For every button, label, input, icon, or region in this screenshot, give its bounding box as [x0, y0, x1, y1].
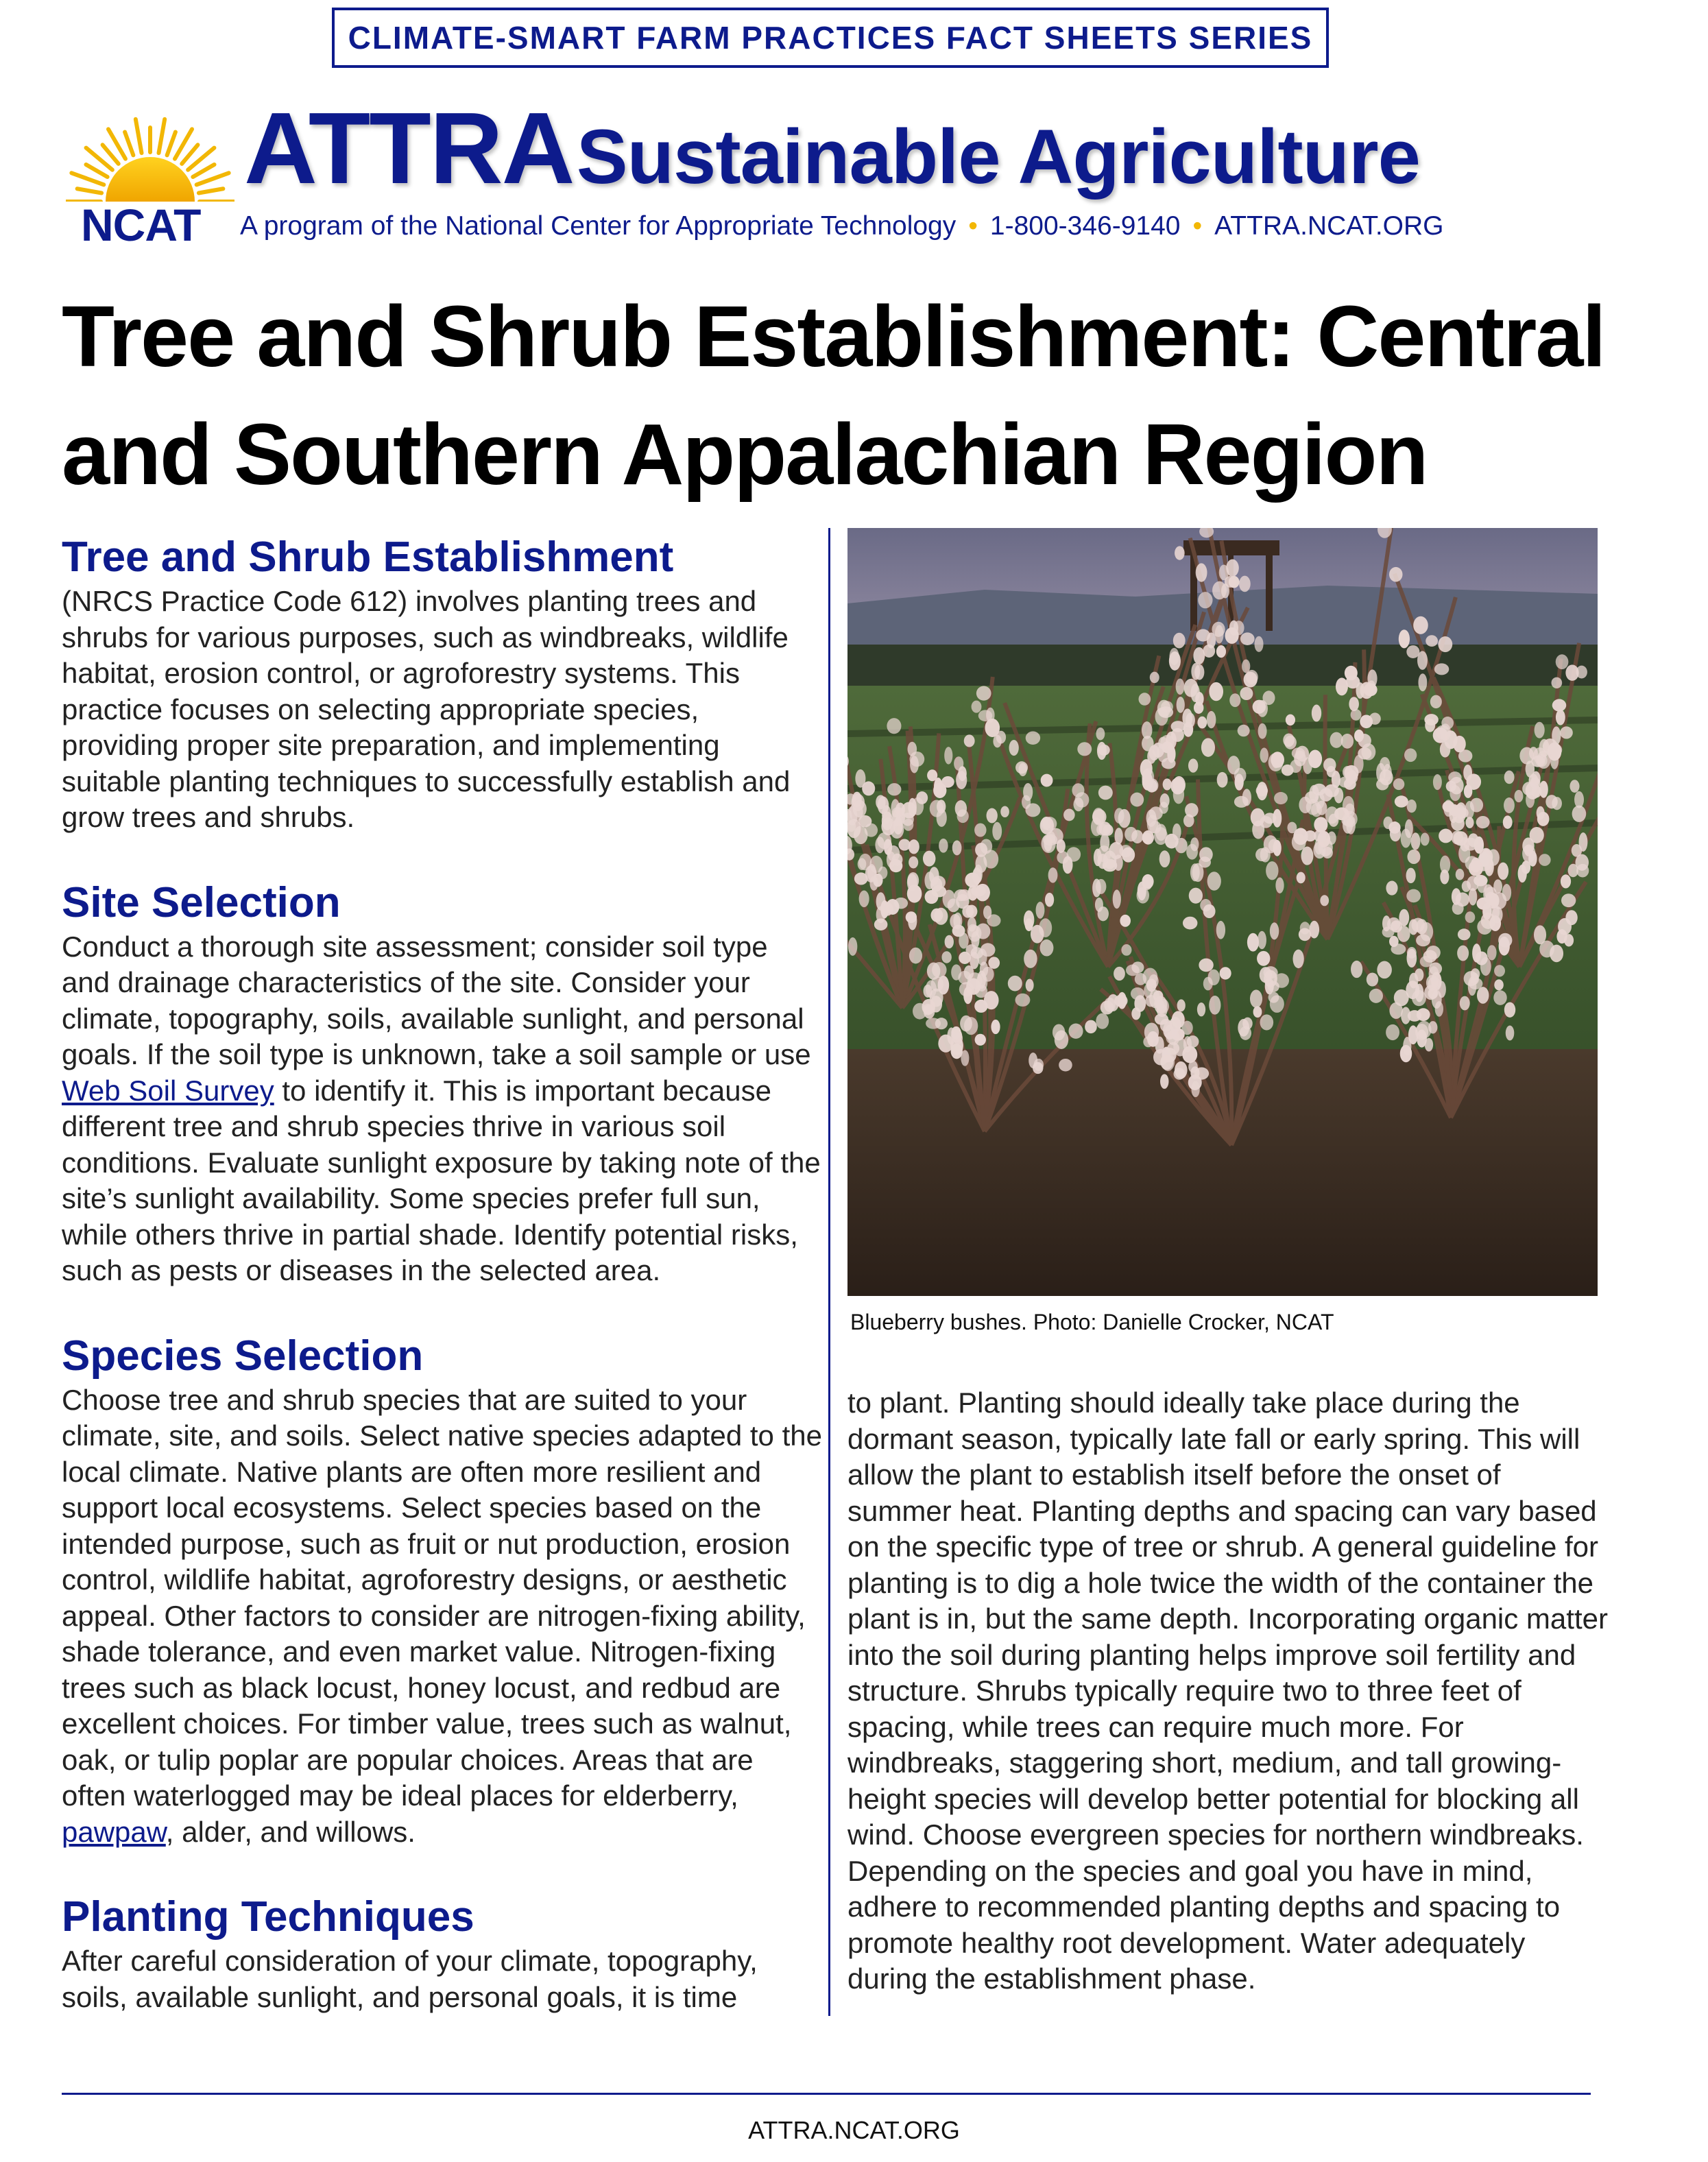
blueberry-photo: [847, 528, 1598, 1296]
photo-caption: Blueberry bushes. Photo: Danielle Crocker, NCAT: [850, 1310, 1334, 1334]
heading-site-selection: Site Selection: [62, 878, 341, 926]
tagline-program: A program of the National Center for Appropriate Technology: [240, 211, 957, 241]
footer-site: ATTRA.NCAT.ORG: [748, 2116, 960, 2144]
brand-title: [244, 91, 1420, 207]
web-soil-survey-link[interactable]: Web Soil Survey: [62, 1074, 274, 1107]
species-text-2: , alder, and willows.: [165, 1815, 416, 1848]
sun-logo-icon: [66, 106, 234, 202]
footer-divider: [62, 2093, 1591, 2095]
body-planting-left: After careful consideration of your climate, topography, soils, available sunlight, and personal goals, it is time: [62, 1945, 758, 2013]
tagline-site: ATTRA.NCAT.ORG: [1214, 211, 1444, 241]
blueberry-bushes-image: [847, 528, 1598, 1296]
heading-species-selection: Species Selection: [62, 1332, 424, 1380]
right-column: [847, 1385, 1609, 1997]
site-text-2: to identify it. This is important because different tree and shrub species thrive in various soil conditions. Evaluate sunlight exposure by taking note of the site’s sunlight availability. Some species prefer full sun, while others thrive in partial shade. Identify potential risks, such as pests or diseases in the selected area.: [62, 1074, 821, 1286]
brand-primary: ATTRA: [244, 92, 574, 205]
heading-planting-techniques: Planting Techniques: [62, 1893, 474, 1941]
pawpaw-link[interactable]: pawpaw: [62, 1815, 166, 1848]
ncat-logo-text: NCAT: [81, 200, 201, 250]
bullet-icon: •: [968, 211, 978, 241]
site-text-1: Conduct a thorough site assessment; consider soil type and drainage characteristics of the site. Consider your climate, topography, soils, available sunlight, and personal goals. If the soil type is unknown, take a soil sample or use: [62, 930, 811, 1070]
brand-secondary: Sustainable Agriculture: [576, 114, 1420, 200]
column-divider: [828, 528, 830, 2016]
left-column: [62, 531, 823, 2015]
bullet-icon: •: [1192, 211, 1203, 241]
heading-establishment: Tree and Shrub Establishment: [62, 533, 674, 581]
page-title: Tree and Shrub Establishment: Central and Southern Appalachian Region: [62, 288, 1605, 503]
series-label: CLIMATE-SMART FARM PRACTICES FACT SHEETS SERIES: [332, 8, 1329, 68]
species-text-1: Choose tree and shrub species that are suited to your climate, site, and soils. Select native species adapted to the local climate. Native plants are often more resilient and support local ecosystems. Select species based on the intended purpose, such as fruit or nut production, erosion control, wildlife habitat, agroforestry designs, or aesthetic appeal. Other factors to consider are nitrogen-fixing ability, shade tolerance, and even market value. Nitrogen-fixing trees such as black locust, honey locust, and redbud are excellent choices. For timber value, trees such as walnut, oak, or tulip poplar are popular choices. Areas that are often waterlogged may be ideal places for elderberry,: [62, 1383, 822, 1812]
body-establishment: (NRCS Practice Code 612) involves planting trees and shrubs for various purposes, such as windbreaks, wildlife habitat, erosion control, or agroforestry systems. This practice focuses on selecting appropriate species, providing proper site preparation, and implementing suitable planting techniques to successfully establish and grow trees and shrubs.: [62, 585, 791, 833]
tagline-phone: 1-800-346-9140: [989, 211, 1181, 241]
body-planting-right: to plant. Planting should ideally take place during the dormant season, typically late fall or early spring. This will allow the plant to establish itself before the onset of summer heat. Planting depths and spacing can vary based on the specific type of tree or shrub. A general guideline for planting is to dig a hole twice the width of the container the plant is in, but the same depth. Incorporating organic matter into the soil during planting helps improve soil fertility and structure. Shrubs typically require two to three feet of spacing, while trees can require much more. For windbreaks, staggering short, medium, and tall growing-height species will develop better potential for blocking all wind. Choose evergreen species for northern windbreaks. Depending on the species and goal you have in mind, adhere to recommended planting depths and spacing to promote healthy root development. Water adequately during the establishment phase.: [847, 1386, 1608, 1995]
body-species-selection: [62, 1382, 823, 1851]
body-site-selection: [62, 929, 823, 1289]
tagline: [240, 211, 1444, 241]
